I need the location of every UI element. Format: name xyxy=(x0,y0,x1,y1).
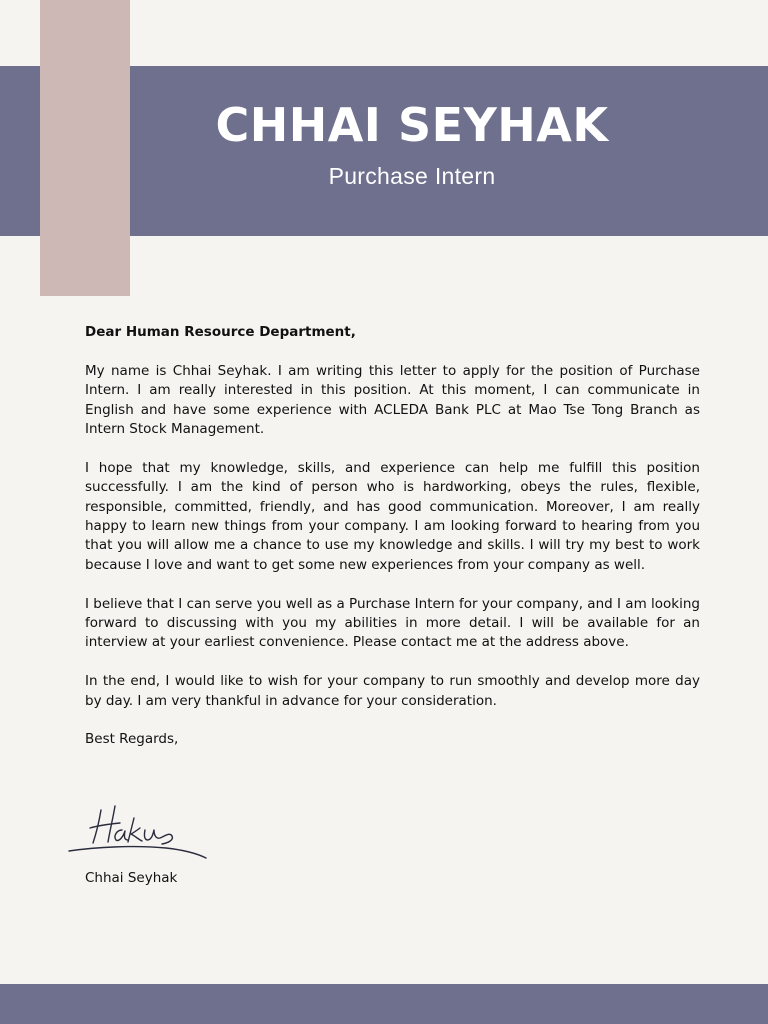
signer-name: Chhai Seyhak xyxy=(85,870,178,886)
letter-paragraph: My name is Chhai Seyhak. I am writing this letter to apply for the position of Purchase Intern. I am really interested in this position. At this moment, I can communicate in English and have some experience with ACLEDA Bank PLC at Mao Tse Tong Branch as Intern Stock Management. xyxy=(85,362,700,438)
footer-band xyxy=(0,984,768,1024)
letter-body xyxy=(85,323,700,769)
job-title: Purchase Intern xyxy=(328,163,496,189)
letter-paragraph: I believe that I can serve you well as a Purchase Intern for your company, and I am looking forward to discussing with you my abilities in more detail. I will be available for an interview at your earliest convenience. Please contact me at the address above. xyxy=(85,595,700,651)
letter-paragraph: I hope that my knowledge, skills, and experience can help me fulfill this position successfully. I am the kind of person who is hardworking, obeys the rules, flexible, responsible, committed, friendly, and has good communication. Moreover, I am really happy to learn new things from your company. I am looking forward to hearing from you that you will allow me a chance to use my knowledge and skills. I will try my best to work because I love and want to get some new experiences from your company as well. xyxy=(85,459,700,573)
salutation: Dear Human Resource Department, xyxy=(85,324,356,340)
letter-paragraph: In the end, I would like to wish for your company to run smoothly and develop more day by day. I am very thankful in advance for your consideration. xyxy=(85,673,700,709)
handwritten-signature xyxy=(66,800,211,864)
accent-bar xyxy=(40,0,130,296)
closing: Best Regards, xyxy=(85,731,179,748)
applicant-name: CHHAI SEYHAK xyxy=(215,98,609,152)
